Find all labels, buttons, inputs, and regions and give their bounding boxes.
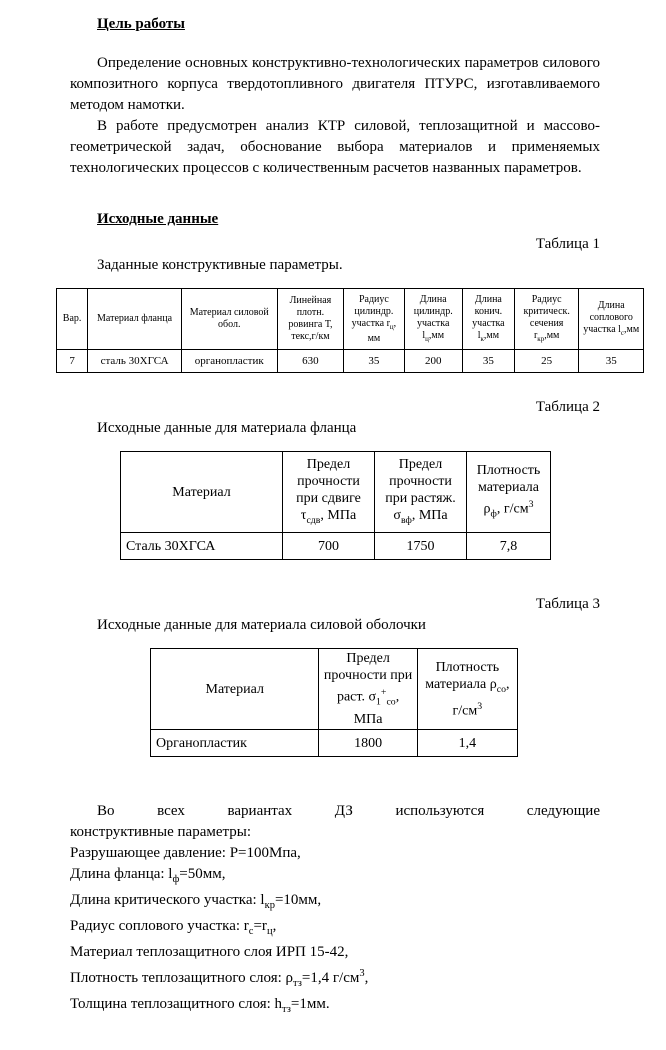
table1-label: Таблица 1 [535,236,600,252]
table2-header-cell: Предел прочности при растяж. $\sigma_{вф}$, МПа [375,452,467,533]
common-parameters-block [70,801,600,1020]
param-line-flange-length: Длина фланца: $l_ф=50мм$, [70,866,226,885]
table1-header-cell: Материал фланца [88,289,182,350]
table1-header-cell: Линейная плотн. ровинга Т, текс,г/км [277,289,344,350]
table2-header-cell: Предел прочности при сдвиге $\tau_{сдв}$, МПа [283,452,375,533]
table3-header-cell: Материал [151,649,319,730]
table1-cell: 7 [57,350,88,373]
table3-cell: Органопластик [151,730,319,757]
table3-data-row [151,730,518,757]
goal-paragraph-1: Определение основных конструктивно-технологических параметров силового композитного корпуса твердотопливного двигателя ПТУРС, изготавливаемого методом намотки. [70,55,600,113]
table1-cell: 25 [514,350,579,373]
table1-header-row [57,289,644,350]
table3-header-row [151,649,518,730]
table1-header-cell: Материал силовой обол. [181,289,277,350]
initial-data-heading: Исходные данные [97,211,219,227]
table3-header-cell: Плотность материала $\rho_{со}$, $г/см^3$ [417,649,517,730]
table1-header-cell: Длина соплового участка $l_с,мм$ [579,289,644,350]
goal-heading: Цель работы [97,16,185,32]
table2-cell: 700 [283,533,375,560]
param-line-heat-density: Плотность теплозащитного слоя: $\rho_{тз}=1,4$ $г/см^3$, [70,968,369,989]
table2-cell: 7,8 [467,533,551,560]
param-line-heat-material: Материал теплозащитного слоя ИРП 15-42, [70,944,349,960]
table1-cell: 35 [462,350,514,373]
param-line-heat-thickness: Толщина теплозащитного слоя: $h_{тз}=1мм$. [70,996,330,1015]
table1-cell: органопластик [181,350,277,373]
table1-construction-params [56,288,644,373]
table3-cell: 1,4 [417,730,517,757]
table2-label: Таблица 2 [535,399,600,415]
table1-header-cell: Длина цилиндр. участка $l_ц,мм$ [404,289,462,350]
table3-header-cell: Предел прочности при раст. $\sigma_1^+_{со}$, МПа [319,649,417,730]
table3-shell-material [150,648,518,757]
param-line-pressure: Разрушающее давление: Р=100Мпа, [70,845,301,861]
table1-data-row [57,350,644,373]
table1-cell: сталь 30ХГСА [88,350,182,373]
table1-header-cell: Длина конич. участка $l_к,мм$ [462,289,514,350]
table1-header-cell: Радиус цилиндр. участка $r_ц$, мм [344,289,404,350]
table2-cell: 1750 [375,533,467,560]
table2-header-cell: Плотность материала $\rho_ф$, $г/см^3$ [467,452,551,533]
table2-header-cell: Материал [121,452,283,533]
table1-cell: 630 [277,350,344,373]
table1-cell: 35 [579,350,644,373]
table3-caption: Исходные данные для материала силовой оболочки [97,617,426,633]
table2-caption: Исходные данные для материала фланца [97,420,357,436]
table1-cell: 200 [404,350,462,373]
table3-label: Таблица 3 [535,596,600,612]
table2-header-row [121,452,551,533]
params-intro-line1: Во всех вариантах ДЗ используются следующие [97,803,600,819]
table2-data-row [121,533,551,560]
params-intro-line2: конструктивные параметры: [70,824,251,840]
table2-flange-material [120,451,551,560]
param-line-critical-length: Длина критического участка: $l_{кр}=10мм$, [70,892,322,911]
table1-header-cell: Вар. [57,289,88,350]
table1-header-cell: Радиус критическ. сечения $r_{кр},мм$ [514,289,579,350]
goal-paragraph-2: В работе предусмотрен анализ КТР силовой, теплозащитной и массово-геометрической задач, обоснование выбора материалов и применяемых технологических процессов с количественным расчетов названных параметров. [70,118,600,176]
table1-caption: Заданные конструктивные параметры. [97,257,343,273]
table3-cell: 1800 [319,730,417,757]
table2-cell: Сталь 30ХГСА [121,533,283,560]
table1-cell: 35 [344,350,404,373]
param-line-nozzle-radius: Радиус соплового участка: $r_с=r_ц$, [70,918,277,937]
